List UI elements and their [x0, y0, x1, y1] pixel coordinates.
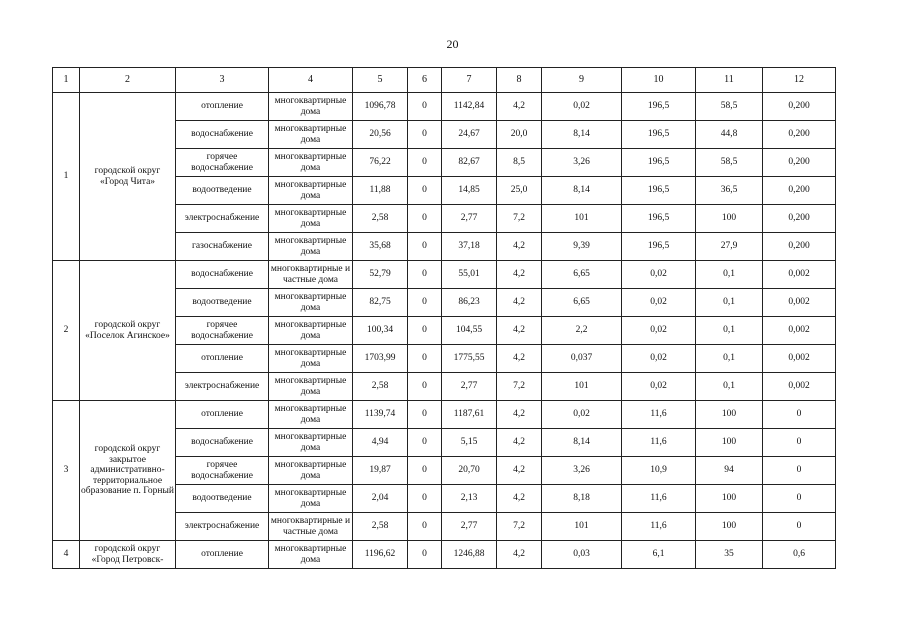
value-cell-12: 0 [763, 401, 836, 429]
value-cell-11: 0,1 [696, 373, 763, 401]
service-cell: горячее водоснабжение [176, 457, 269, 485]
value-cell-12: 0,002 [763, 373, 836, 401]
value-cell-6: 0 [408, 541, 442, 569]
housing-type-cell: многоквартирные дома [269, 233, 353, 261]
value-cell-7: 1246,88 [442, 541, 497, 569]
service-cell: водоотведение [176, 485, 269, 513]
housing-type-cell: многоквартирные дома [269, 485, 353, 513]
column-header: 4 [269, 68, 353, 93]
value-cell-5: 11,88 [353, 177, 408, 205]
value-cell-9: 3,26 [542, 149, 622, 177]
column-header: 11 [696, 68, 763, 93]
value-cell-5: 19,87 [353, 457, 408, 485]
value-cell-6: 0 [408, 205, 442, 233]
column-header: 5 [353, 68, 408, 93]
value-cell-11: 100 [696, 485, 763, 513]
value-cell-10: 11,6 [622, 429, 696, 457]
service-cell: водоснабжение [176, 429, 269, 457]
value-cell-12: 0,200 [763, 205, 836, 233]
header-row [53, 68, 836, 93]
service-cell: отопление [176, 93, 269, 121]
value-cell-10: 196,5 [622, 205, 696, 233]
value-cell-7: 104,55 [442, 317, 497, 345]
value-cell-10: 6,1 [622, 541, 696, 569]
value-cell-8: 4,2 [497, 401, 542, 429]
row-number-cell: 1 [53, 93, 80, 261]
value-cell-9: 101 [542, 513, 622, 541]
value-cell-5: 2,04 [353, 485, 408, 513]
value-cell-12: 0,002 [763, 289, 836, 317]
value-cell-5: 2,58 [353, 373, 408, 401]
value-cell-6: 0 [408, 233, 442, 261]
value-cell-12: 0,002 [763, 317, 836, 345]
value-cell-5: 76,22 [353, 149, 408, 177]
value-cell-10: 196,5 [622, 93, 696, 121]
value-cell-8: 20,0 [497, 121, 542, 149]
value-cell-7: 1142,84 [442, 93, 497, 121]
municipality-cell: городской округ «Поселок Агинское» [80, 261, 176, 401]
housing-type-cell: многоквартирные дома [269, 541, 353, 569]
value-cell-9: 3,26 [542, 457, 622, 485]
service-cell: водоотведение [176, 177, 269, 205]
service-cell: газоснабжение [176, 233, 269, 261]
value-cell-11: 0,1 [696, 345, 763, 373]
value-cell-12: 0 [763, 429, 836, 457]
value-cell-10: 11,6 [622, 401, 696, 429]
value-cell-12: 0 [763, 457, 836, 485]
value-cell-10: 0,02 [622, 373, 696, 401]
value-cell-8: 7,2 [497, 513, 542, 541]
value-cell-7: 20,70 [442, 457, 497, 485]
value-cell-11: 100 [696, 513, 763, 541]
value-cell-12: 0 [763, 485, 836, 513]
housing-type-cell: многоквартирные дома [269, 149, 353, 177]
value-cell-6: 0 [408, 457, 442, 485]
value-cell-6: 0 [408, 261, 442, 289]
value-cell-8: 4,2 [497, 93, 542, 121]
value-cell-6: 0 [408, 401, 442, 429]
value-cell-9: 0,02 [542, 93, 622, 121]
value-cell-11: 36,5 [696, 177, 763, 205]
value-cell-12: 0,002 [763, 345, 836, 373]
value-cell-11: 0,1 [696, 317, 763, 345]
value-cell-10: 196,5 [622, 177, 696, 205]
column-header: 2 [80, 68, 176, 93]
housing-type-cell: многоквартирные дома [269, 401, 353, 429]
value-cell-9: 101 [542, 205, 622, 233]
housing-type-cell: многоквартирные дома [269, 93, 353, 121]
value-cell-8: 7,2 [497, 205, 542, 233]
value-cell-10: 196,5 [622, 233, 696, 261]
value-cell-8: 8,5 [497, 149, 542, 177]
table-row [53, 93, 836, 121]
value-cell-11: 27,9 [696, 233, 763, 261]
housing-type-cell: многоквартирные и частные дома [269, 513, 353, 541]
value-cell-10: 0,02 [622, 317, 696, 345]
column-header: 3 [176, 68, 269, 93]
column-header: 9 [542, 68, 622, 93]
value-cell-9: 8,14 [542, 429, 622, 457]
value-cell-8: 4,2 [497, 233, 542, 261]
value-cell-9: 2,2 [542, 317, 622, 345]
value-cell-6: 0 [408, 149, 442, 177]
value-cell-9: 8,18 [542, 485, 622, 513]
service-cell: водоснабжение [176, 121, 269, 149]
service-cell: электроснабжение [176, 513, 269, 541]
value-cell-9: 8,14 [542, 177, 622, 205]
value-cell-7: 24,67 [442, 121, 497, 149]
value-cell-6: 0 [408, 373, 442, 401]
value-cell-10: 11,6 [622, 513, 696, 541]
value-cell-11: 100 [696, 401, 763, 429]
value-cell-5: 4,94 [353, 429, 408, 457]
value-cell-5: 82,75 [353, 289, 408, 317]
column-header: 8 [497, 68, 542, 93]
value-cell-12: 0,6 [763, 541, 836, 569]
value-cell-6: 0 [408, 513, 442, 541]
value-cell-9: 8,14 [542, 121, 622, 149]
value-cell-8: 4,2 [497, 261, 542, 289]
value-cell-8: 4,2 [497, 289, 542, 317]
value-cell-12: 0,002 [763, 261, 836, 289]
value-cell-7: 1775,55 [442, 345, 497, 373]
row-number-cell: 2 [53, 261, 80, 401]
value-cell-5: 100,34 [353, 317, 408, 345]
value-cell-9: 6,65 [542, 261, 622, 289]
service-cell: отопление [176, 345, 269, 373]
value-cell-10: 10,9 [622, 457, 696, 485]
value-cell-12: 0,200 [763, 177, 836, 205]
value-cell-6: 0 [408, 121, 442, 149]
value-cell-10: 196,5 [622, 121, 696, 149]
value-cell-10: 196,5 [622, 149, 696, 177]
value-cell-7: 86,23 [442, 289, 497, 317]
value-cell-5: 1139,74 [353, 401, 408, 429]
value-cell-7: 1187,61 [442, 401, 497, 429]
value-cell-12: 0,200 [763, 233, 836, 261]
value-cell-7: 2,77 [442, 513, 497, 541]
table-row [53, 541, 836, 569]
value-cell-9: 101 [542, 373, 622, 401]
value-cell-7: 5,15 [442, 429, 497, 457]
housing-type-cell: многоквартирные дома [269, 317, 353, 345]
housing-type-cell: многоквартирные дома [269, 205, 353, 233]
table-body [53, 68, 836, 569]
value-cell-12: 0,200 [763, 93, 836, 121]
service-cell: водоснабжение [176, 261, 269, 289]
value-cell-7: 2,77 [442, 373, 497, 401]
value-cell-11: 0,1 [696, 261, 763, 289]
service-cell: водоотведение [176, 289, 269, 317]
housing-type-cell: многоквартирные дома [269, 457, 353, 485]
value-cell-6: 0 [408, 93, 442, 121]
housing-type-cell: многоквартирные дома [269, 177, 353, 205]
service-cell: электроснабжение [176, 205, 269, 233]
value-cell-6: 0 [408, 317, 442, 345]
value-cell-8: 7,2 [497, 373, 542, 401]
municipality-cell: городской округ закрытое административно-территориальное образование п. Горный [80, 401, 176, 541]
column-header: 6 [408, 68, 442, 93]
value-cell-12: 0 [763, 513, 836, 541]
value-cell-10: 11,6 [622, 485, 696, 513]
value-cell-11: 94 [696, 457, 763, 485]
value-cell-10: 0,02 [622, 261, 696, 289]
service-cell: электроснабжение [176, 373, 269, 401]
housing-type-cell: многоквартирные дома [269, 121, 353, 149]
value-cell-6: 0 [408, 345, 442, 373]
value-cell-5: 2,58 [353, 205, 408, 233]
column-header: 12 [763, 68, 836, 93]
housing-type-cell: многоквартирные дома [269, 429, 353, 457]
value-cell-7: 14,85 [442, 177, 497, 205]
service-cell: горячее водоснабжение [176, 317, 269, 345]
housing-type-cell: многоквартирные дома [269, 289, 353, 317]
row-number-cell: 3 [53, 401, 80, 541]
value-cell-12: 0,200 [763, 121, 836, 149]
value-cell-5: 1703,99 [353, 345, 408, 373]
row-number-cell: 4 [53, 541, 80, 569]
value-cell-8: 25,0 [497, 177, 542, 205]
value-cell-8: 4,2 [497, 345, 542, 373]
housing-type-cell: многоквартирные и частные дома [269, 261, 353, 289]
value-cell-10: 0,02 [622, 345, 696, 373]
tariff-table [52, 67, 836, 569]
value-cell-6: 0 [408, 289, 442, 317]
value-cell-7: 2,77 [442, 205, 497, 233]
value-cell-5: 1096,78 [353, 93, 408, 121]
value-cell-7: 2,13 [442, 485, 497, 513]
value-cell-7: 82,67 [442, 149, 497, 177]
value-cell-6: 0 [408, 429, 442, 457]
value-cell-11: 44,8 [696, 121, 763, 149]
column-header: 7 [442, 68, 497, 93]
value-cell-11: 0,1 [696, 289, 763, 317]
value-cell-6: 0 [408, 177, 442, 205]
service-cell: отопление [176, 541, 269, 569]
value-cell-8: 4,2 [497, 429, 542, 457]
value-cell-8: 4,2 [497, 485, 542, 513]
value-cell-5: 1196,62 [353, 541, 408, 569]
table-row [53, 261, 836, 289]
municipality-cell: городской округ «Город Чита» [80, 93, 176, 261]
value-cell-8: 4,2 [497, 317, 542, 345]
table-row [53, 401, 836, 429]
value-cell-6: 0 [408, 485, 442, 513]
value-cell-9: 6,65 [542, 289, 622, 317]
value-cell-5: 2,58 [353, 513, 408, 541]
value-cell-8: 4,2 [497, 457, 542, 485]
value-cell-11: 58,5 [696, 149, 763, 177]
municipality-cell: городской округ «Город Петровск- [80, 541, 176, 569]
housing-type-cell: многоквартирные дома [269, 373, 353, 401]
value-cell-8: 4,2 [497, 541, 542, 569]
service-cell: отопление [176, 401, 269, 429]
value-cell-7: 55,01 [442, 261, 497, 289]
value-cell-11: 35 [696, 541, 763, 569]
value-cell-5: 52,79 [353, 261, 408, 289]
column-header: 10 [622, 68, 696, 93]
value-cell-11: 100 [696, 205, 763, 233]
value-cell-9: 0,02 [542, 401, 622, 429]
value-cell-11: 100 [696, 429, 763, 457]
value-cell-9: 0,037 [542, 345, 622, 373]
column-header: 1 [53, 68, 80, 93]
service-cell: горячее водоснабжение [176, 149, 269, 177]
value-cell-9: 0,03 [542, 541, 622, 569]
housing-type-cell: многоквартирные дома [269, 345, 353, 373]
value-cell-12: 0,200 [763, 149, 836, 177]
value-cell-10: 0,02 [622, 289, 696, 317]
page-number: 20 [446, 37, 459, 51]
value-cell-5: 35,68 [353, 233, 408, 261]
value-cell-5: 20,56 [353, 121, 408, 149]
value-cell-9: 9,39 [542, 233, 622, 261]
value-cell-7: 37,18 [442, 233, 497, 261]
value-cell-11: 58,5 [696, 93, 763, 121]
